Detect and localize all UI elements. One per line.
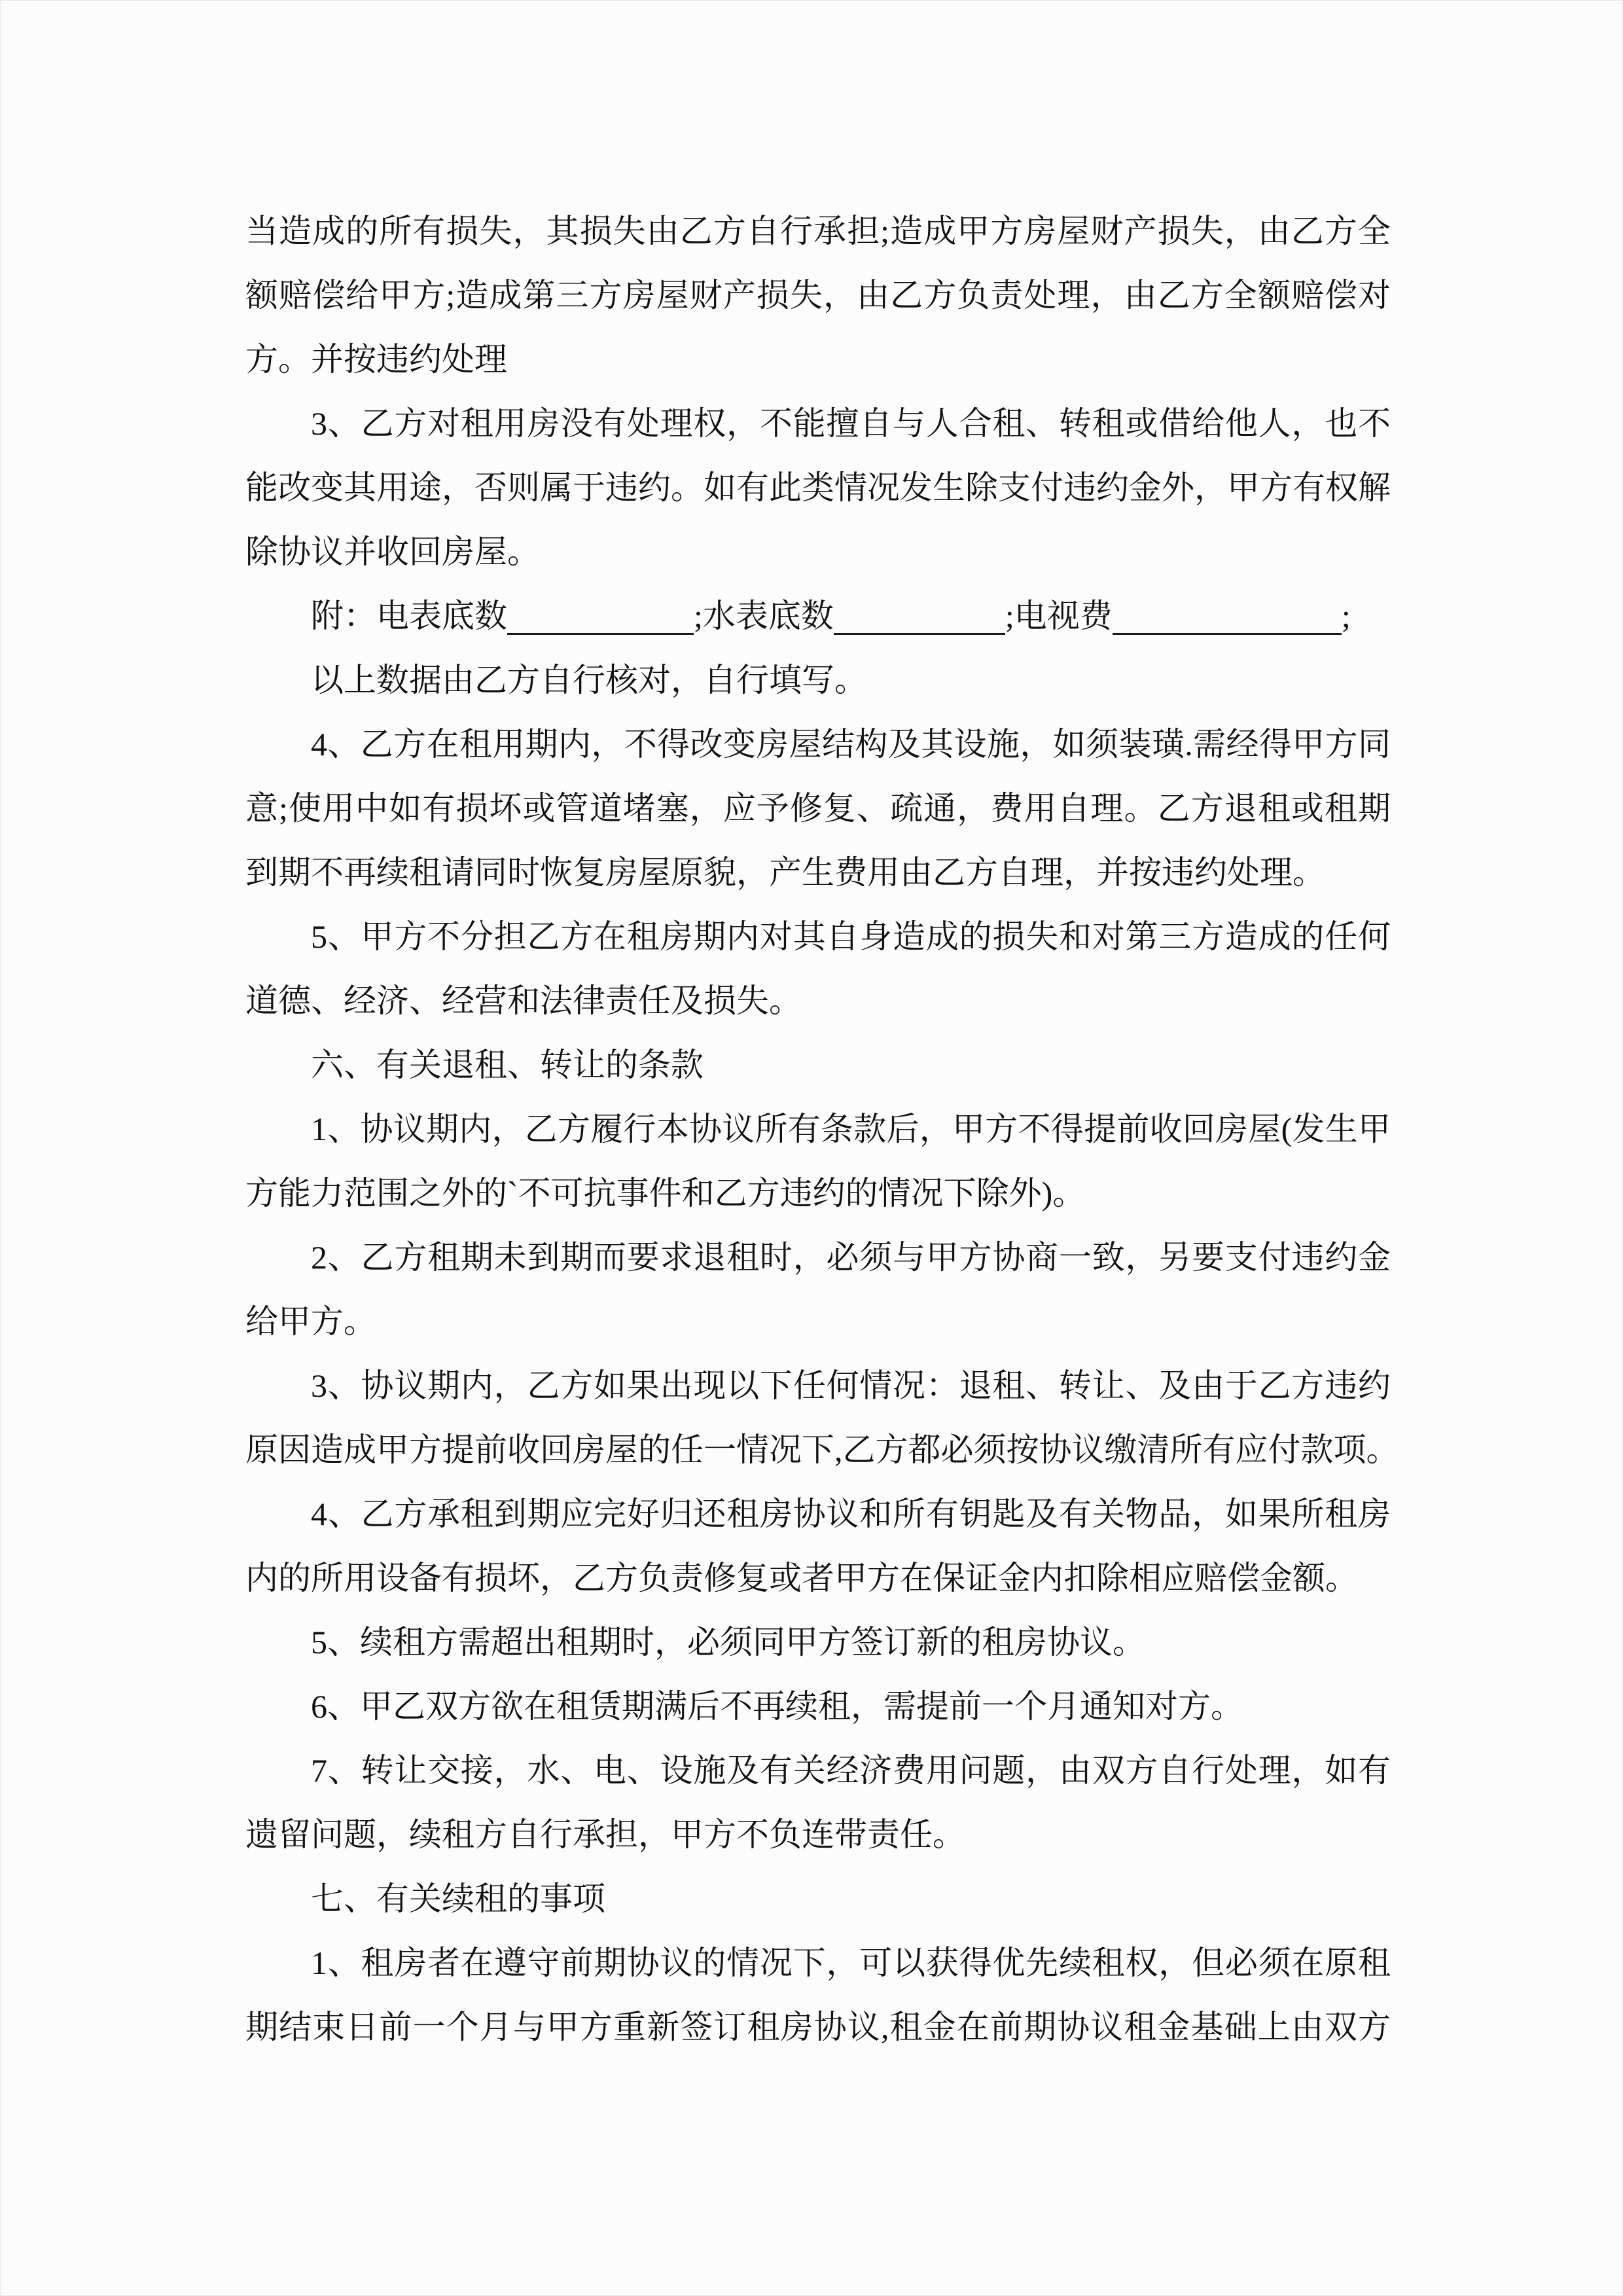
fill-in-blank-line bbox=[834, 625, 1005, 635]
text-line: 原因造成甲方提前收回房屋的任一情况下,乙方都必须按协议缴清所有应付款项。 bbox=[245, 1431, 1399, 1468]
text-line: 当造成的所有损失，其损失由乙方自行承担;造成甲方房屋财产损失，由乙方全 bbox=[245, 213, 1391, 249]
text-line: 方能力范围之外的`不可抗事件和乙方违约的情况下除外)。 bbox=[245, 1175, 1086, 1211]
text-line: 七、有关续租的事项 bbox=[311, 1880, 605, 1917]
contract-text-block bbox=[245, 199, 1399, 2059]
fill-in-blank-line bbox=[507, 625, 694, 635]
text-line: 2、乙方租期未到期而要求退租时，必须与甲方协商一致，另要支付违约金 bbox=[311, 1239, 1391, 1276]
text-line: 能改变其用途，否则属于违约。如有此类情况发生除支付违约金外，甲方有权解 bbox=[245, 469, 1391, 506]
text-line: 给甲方。 bbox=[245, 1303, 376, 1340]
text-line: 5、续租方需超出租期时，必须同甲方签订新的租房协议。 bbox=[311, 1624, 1145, 1660]
text-line: 以上数据由乙方自行核对，自行填写。 bbox=[311, 662, 867, 698]
text-line: 6、甲乙双方欲在租赁期满后不再续租，需提前一个月通知对方。 bbox=[311, 1688, 1243, 1725]
text-line: 六、有关退租、转让的条款 bbox=[311, 1047, 704, 1083]
text-line: 额赔偿给甲方;造成第三方房屋财产损失，由乙方负责处理，由乙方全额赔偿对 bbox=[245, 277, 1391, 314]
text-line: 4、乙方在租用期内，不得改变房屋结构及其设施，如须装璜.需经得甲方同 bbox=[311, 726, 1391, 762]
text-run: ; bbox=[1341, 598, 1351, 634]
text-line: 遗留问题，续租方自行承担，甲方不负连带责任。 bbox=[245, 1816, 965, 1853]
text-line: 1、租房者在遵守前期协议的情况下，可以获得优先续租权，但必须在原租 bbox=[311, 1945, 1391, 1981]
text-line: 4、乙方承租到期应完好归还租房协议和所有钥匙及有关物品，如果所租房 bbox=[311, 1496, 1391, 1532]
text-run: ;水表底数 bbox=[694, 598, 834, 634]
text-line: 道德、经济、经营和法律责任及损失。 bbox=[245, 982, 802, 1019]
text-line: 3、乙方对租用房没有处理权，不能擅自与人合租、转租或借给他人，也不 bbox=[311, 405, 1391, 442]
text-line: 期结束日前一个月与甲方重新签订租房协议,租金在前期协议租金基础上由双方 bbox=[245, 2009, 1391, 2045]
text-line: 到期不再续租请同时恢复房屋原貌，产生费用由乙方自理，并按违约处理。 bbox=[245, 854, 1325, 891]
text-line: 意;使用中如有损坏或管道堵塞，应予修复、疏通，费用自理。乙方退租或租期 bbox=[245, 790, 1391, 827]
text-line: 1、协议期内，乙方履行本协议所有条款后，甲方不得提前收回房屋(发生甲 bbox=[311, 1111, 1391, 1147]
text-line: 3、协议期内，乙方如果出现以下任何情况：退租、转让、及由于乙方违约 bbox=[311, 1367, 1391, 1404]
fill-in-blank-line bbox=[1113, 625, 1342, 635]
text-line: 方。并按违约处理 bbox=[245, 341, 507, 378]
text-run: 附：电表底数 bbox=[311, 598, 507, 634]
text-run: ;电视费 bbox=[1005, 598, 1113, 634]
text-line: 5、甲方不分担乙方在租房期内对其自身造成的损失和对第三方造成的任何 bbox=[311, 918, 1391, 955]
text-line: 7、转让交接，水、电、设施及有关经济费用问题，由双方自行处理，如有 bbox=[311, 1752, 1391, 1789]
text-line: 除协议并收回房屋。 bbox=[245, 533, 540, 570]
text-line bbox=[245, 584, 1391, 648]
text-line: 内的所用设备有损坏，乙方负责修复或者甲方在保证金内扣除相应赔偿金额。 bbox=[245, 1560, 1358, 1596]
